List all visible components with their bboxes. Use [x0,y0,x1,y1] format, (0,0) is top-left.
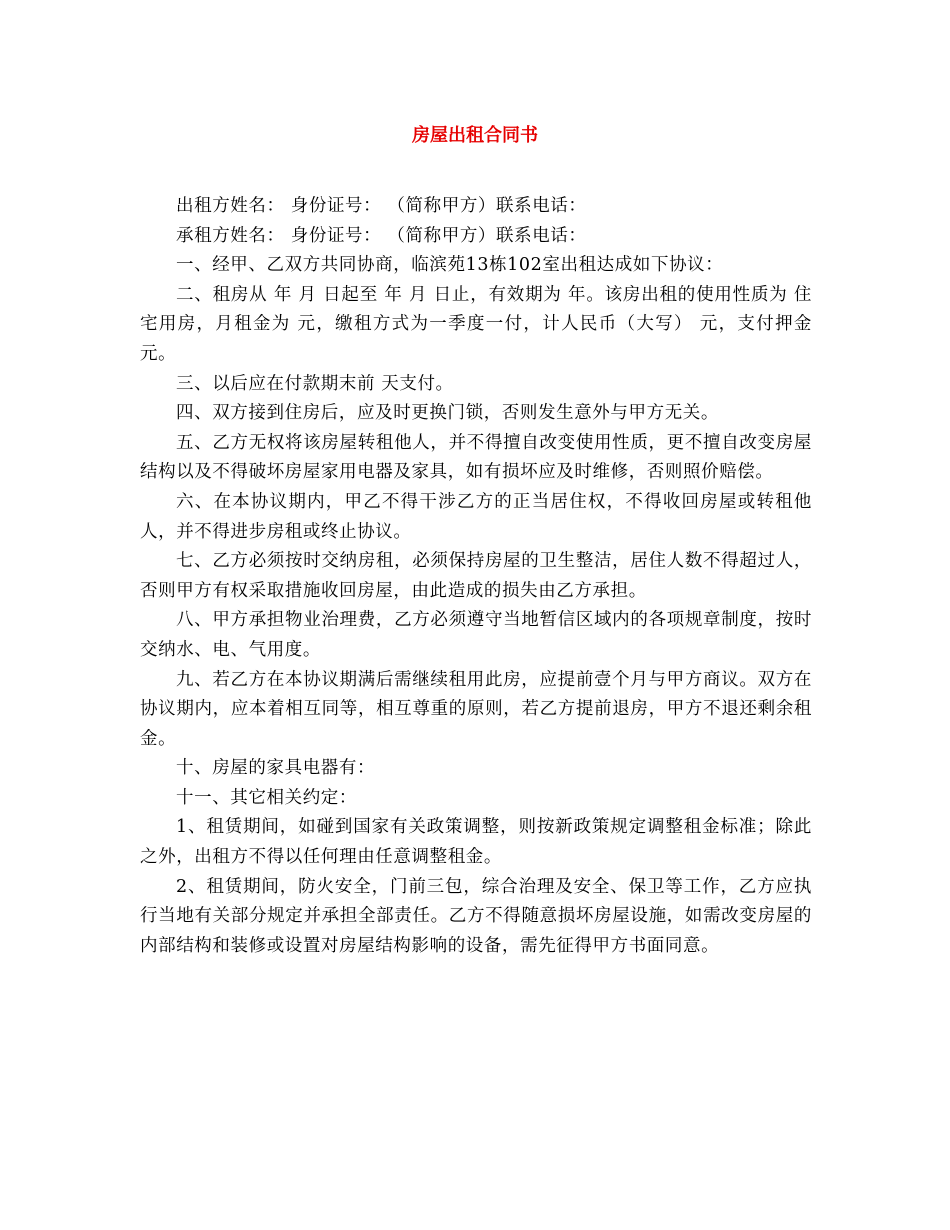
clause-7: 七、乙方必须按时交纳房租，必须保持房屋的卫生整洁，居住人数不得超过人，否则甲方有权采取措施收回房屋，由此造成的损失由乙方承担。 [140,551,812,601]
clause-2: 二、租房从 年 月 日起至 年 月 日止，有效期为 年。该房出租的使用性质为 住宅用房，月租金为 元，缴租方式为一季度一付，计人民币（大写） 元，支付押金 元。 [140,284,812,364]
clause-11: 十一、其它相关约定： [176,787,357,808]
clause-10: 十、房屋的家具电器有： [176,758,376,779]
clause-3: 三、以后应在付款期末前 天支付。 [176,373,454,394]
clause-1: 一、经甲、乙双方共同协商，临滨苑13栋102室出租达成如下协议： [176,255,724,276]
lessor-info-line: 出租方姓名： 身份证号： （简称甲方）联系电话： [176,196,587,216]
clause-4: 四、双方接到住房后，应及时更换门锁，否则发生意外与甲方无关。 [176,403,719,424]
sub-clause-1: 1、租赁期间，如碰到国家有关政策调整，则按新政策规定调整租金标准；除此之外，出租方不得以任何理由任意调整租金。 [140,817,812,868]
clause-6: 六、在本协议期内，甲乙不得干涉乙方的正当居住权，不得收回房屋或转租他人，并不得进步房租或终止协议。 [140,491,812,542]
clause-8: 八、甲方承担物业治理费，乙方必须遵守当地暂信区域内的各项规章制度，按时交纳水、电、气用度。 [140,610,812,660]
clause-9: 九、若乙方在本协议期满后需继续租用此房，应提前壹个月与甲方商议。双方在协议期内，应本着相互同等，相互尊重的原则，若乙方提前退房，甲方不退还剩余租金。 [140,669,812,749]
document-title: 房屋出租合同书 [412,125,538,146]
document-body [140,192,812,961]
lessee-info-line: 承租方姓名： 身份证号： （简称甲方）联系电话： [176,225,587,246]
clause-5: 五、乙方无权将该房屋转租他人，并不得擅自改变使用性质，更不擅自改变房屋结构以及不得破坏房屋家用电器及家具，如有损坏应及时维修，否则照价赔偿。 [140,432,812,483]
sub-clause-2: 2、租赁期间，防火安全，门前三包，综合治理及安全、保卫等工作，乙方应执行当地有关部分规定并承担全部责任。乙方不得随意损坏房屋设施，如需改变房屋的内部结构和装修或设置对房屋结构影响的设备，需先征得甲方书面同意。 [140,876,812,956]
